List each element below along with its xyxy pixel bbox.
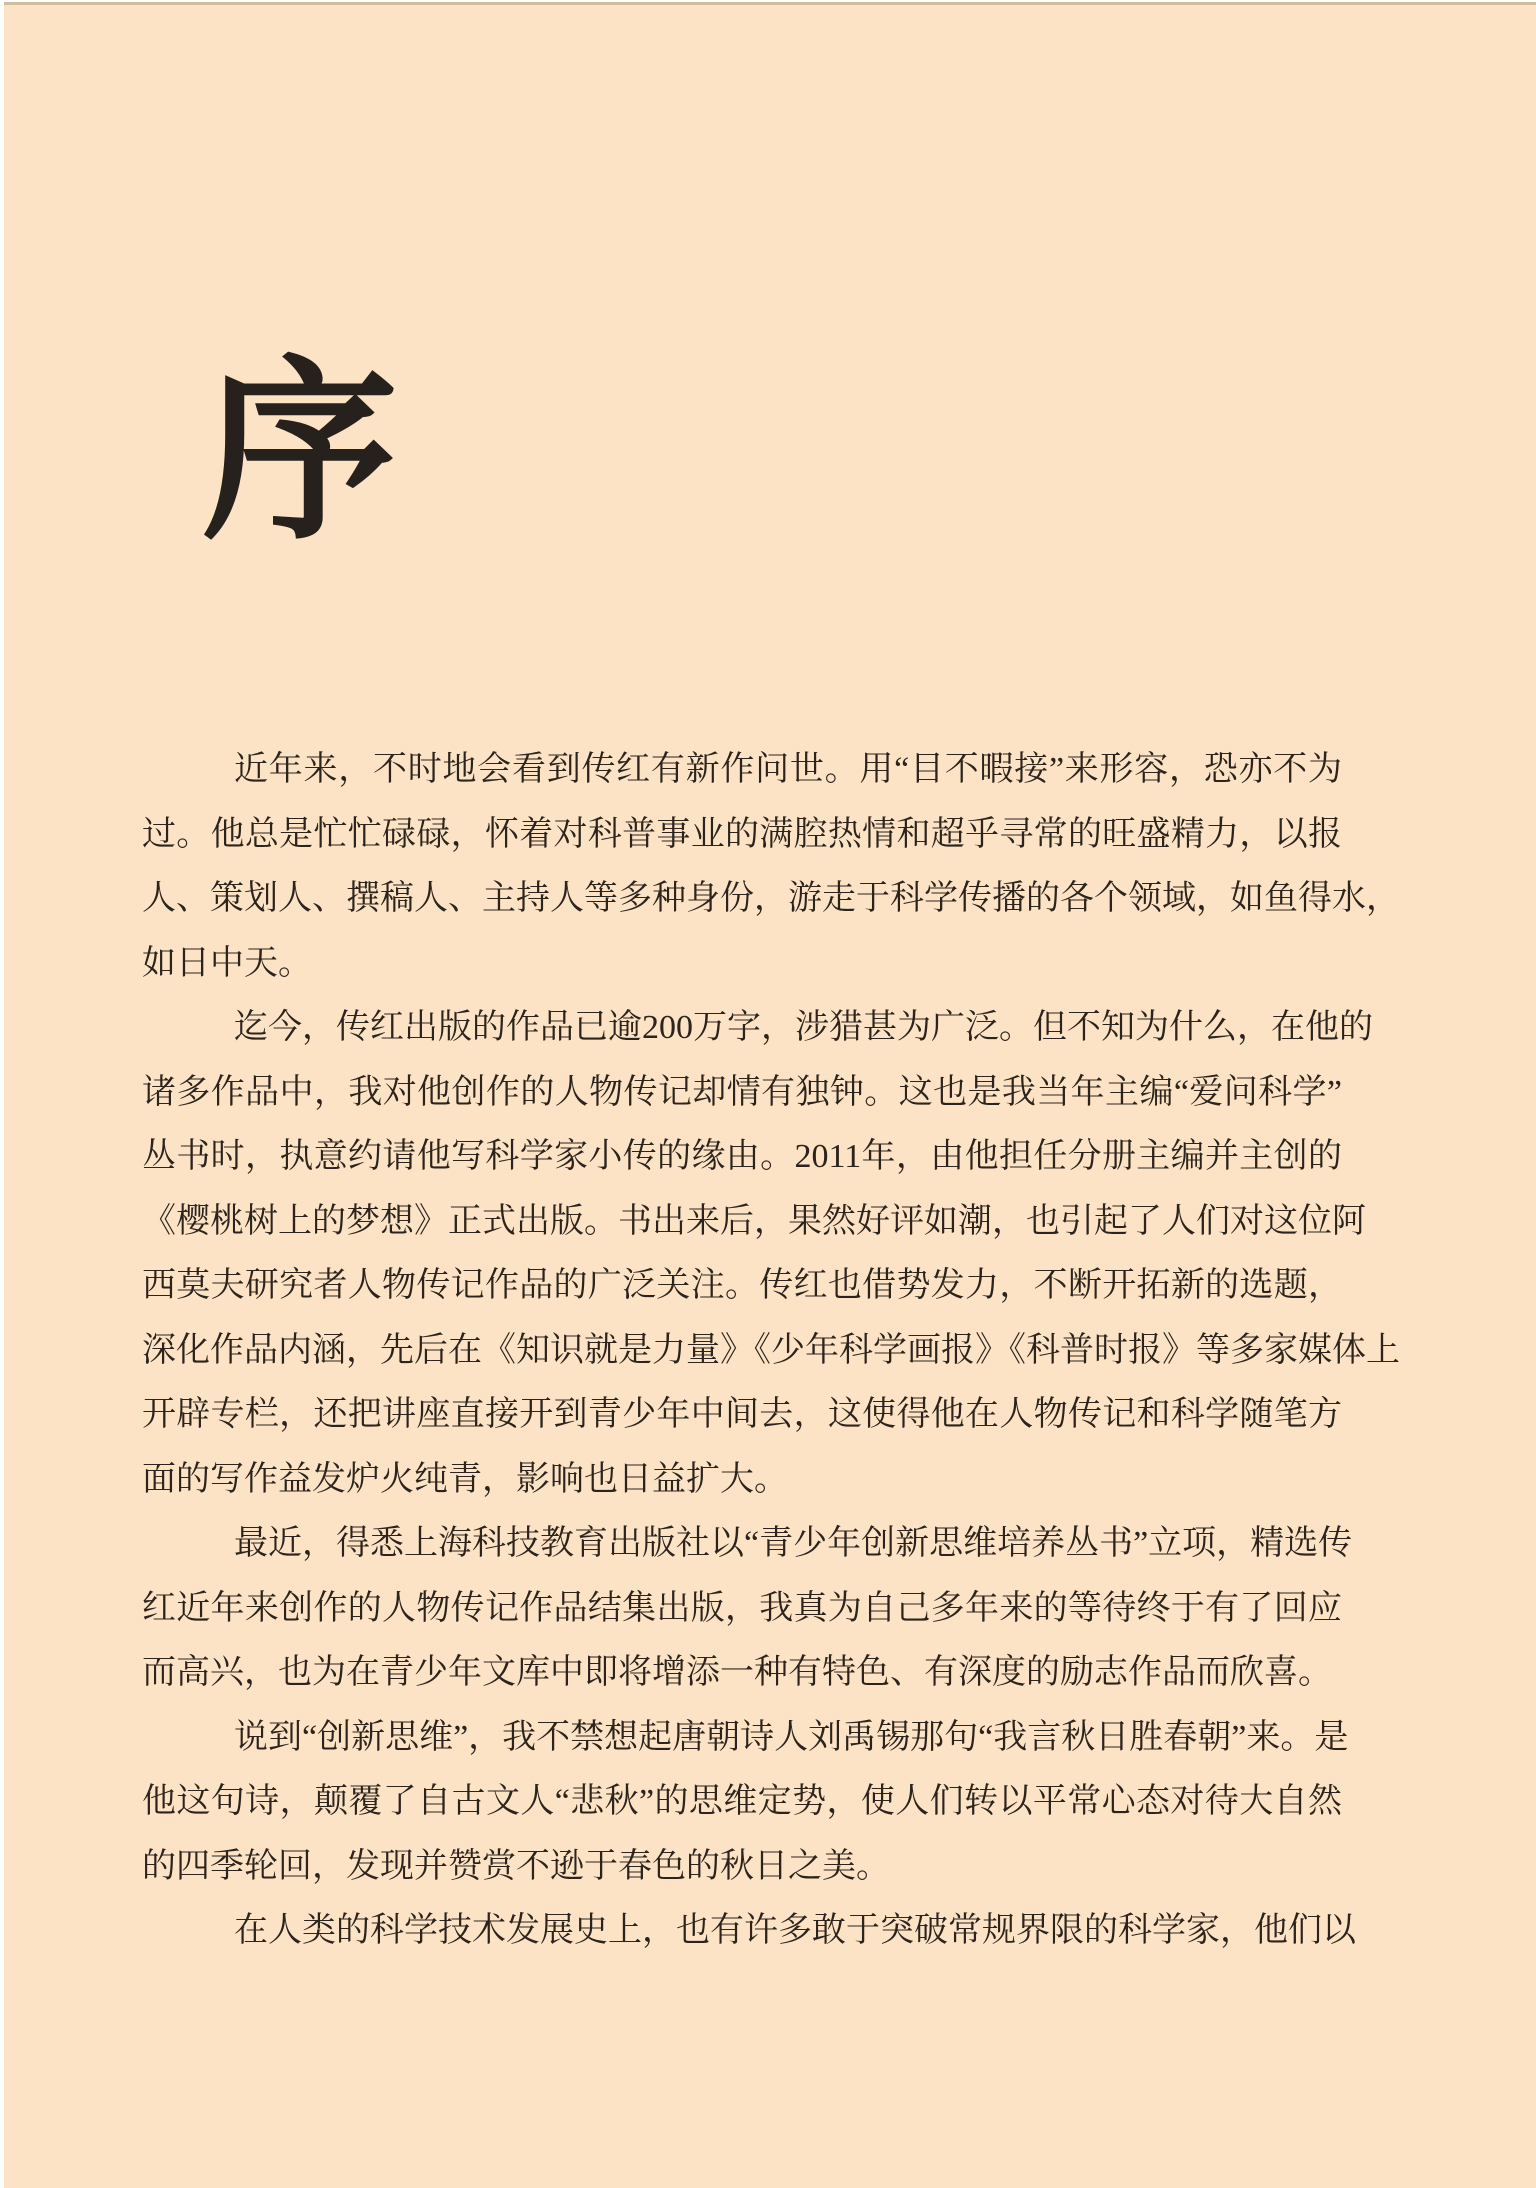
text-line: 丛书时，执意约请他写科学家小传的缘由。2011年，由他担任分册主编并主创的 — [142, 1138, 1342, 1175]
text-line: 深化作品内涵，先后在《知识就是力量》《少年科学画报》《科普时报》等多家媒体上 — [142, 1331, 1400, 1369]
text-line: 过。他总是忙忙碌碌，怀着对科普事业的满腔热情和超乎寻常的旺盛精力，以报 — [142, 815, 1342, 853]
text-line: 说到“创新思维”，我不禁想起唐朝诗人刘禹锡那句“我言秋日胜春朝”来。是 — [234, 1718, 1349, 1756]
text-line: 诸多作品中，我对他创作的人物传记却情有独钟。这也是我当年主编“爱问科学” — [142, 1073, 1342, 1111]
text-line: 人、策划人、撰稿人、主持人等多种身份，游走于科学传播的各个领域，如鱼得水， — [142, 880, 1400, 917]
text-line: 开辟专栏，还把讲座直接开到青少年中间去，这使得他在人物传记和科学随笔方 — [142, 1396, 1342, 1433]
text-line: 如日中天。 — [142, 944, 312, 982]
preface-body — [142, 738, 1400, 1964]
text-line: 近年来，不时地会看到传红有新作问世。用“目不暇接”来形容，恐亦不为 — [234, 751, 1342, 788]
text-line: 红近年来创作的人物传记作品结集出版，我真为自己多年来的等待终于有了回应 — [142, 1589, 1342, 1627]
text-line: 的四季轮回，发现并赞赏不逊于春色的秋日之美。 — [142, 1847, 890, 1885]
text-line: 面的写作益发炉火纯青，影响也日益扩大。 — [142, 1460, 788, 1498]
text-line: 《樱桃树上的梦想》正式出版。书出来后，果然好评如潮，也引起了人们对这位阿 — [142, 1202, 1366, 1240]
text-line: 最近，得悉上海科技教育出版社以“青少年创新思维培养丛书”立项，精选传 — [234, 1525, 1353, 1562]
text-line: 而高兴，也为在青少年文库中即将增添一种有特色、有深度的励志作品而欣喜。 — [142, 1654, 1332, 1691]
text-line: 迄今，传红出版的作品已逾200万字，涉猎甚为广泛。但不知为什么，在他的 — [234, 1009, 1373, 1046]
text-line: 在人类的科学技术发展史上，也有许多敢于突破常规界限的科学家，他们以 — [234, 1912, 1356, 1949]
book-page — [4, 2, 1536, 2188]
preface-title: 序 — [202, 339, 399, 567]
text-line: 他这句诗，颠覆了自古文人“悲秋”的思维定势，使人们转以平常心态对待大自然 — [142, 1783, 1342, 1820]
text-line: 西莫夫研究者人物传记作品的广泛关注。传红也借势发力，不断开拓新的选题， — [142, 1267, 1342, 1304]
